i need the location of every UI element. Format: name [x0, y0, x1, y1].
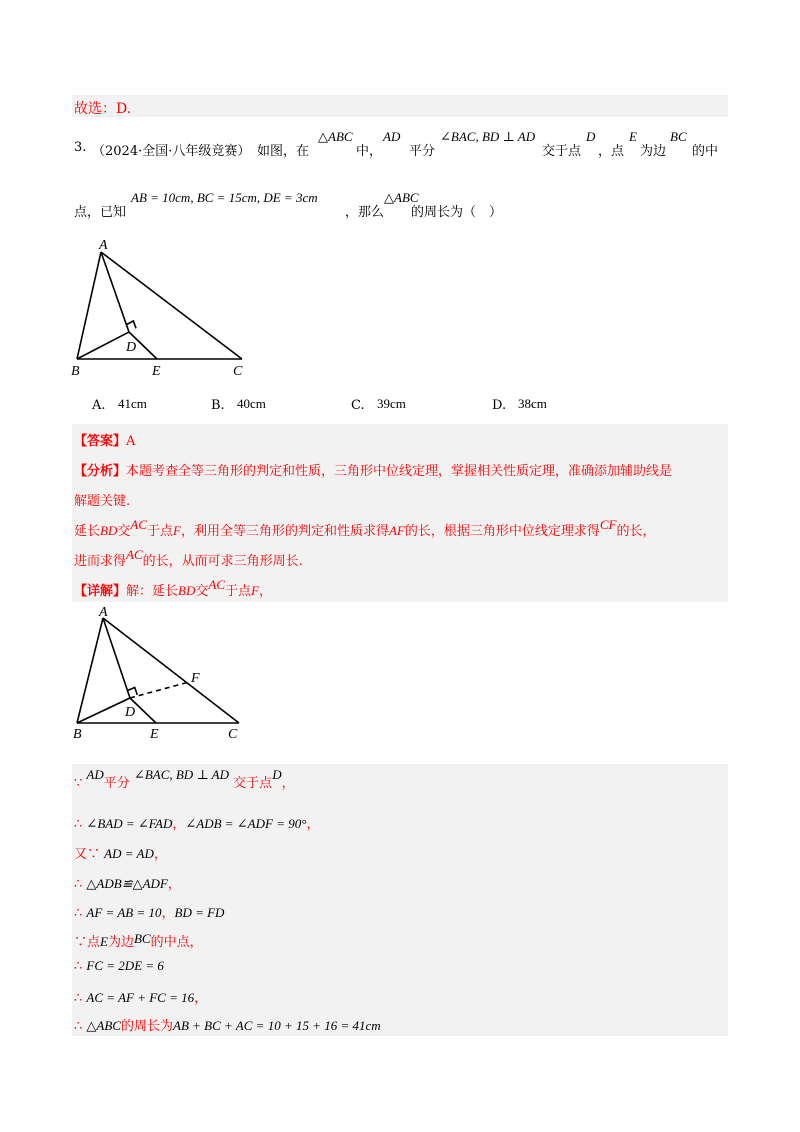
step1-ad: AD [86, 767, 104, 782]
step3-expr: AD = AD [104, 846, 154, 861]
question-text1: 如图，在 [257, 144, 310, 159]
fig2-label-b: B [73, 727, 82, 742]
step2-end: ， [306, 817, 320, 832]
step9-text: 的周长为 [120, 1019, 173, 1034]
question-bac-bd: ∠BAC, BD ⊥ AD [440, 129, 536, 144]
question-e: E [629, 129, 637, 144]
analysis-l3-ac: AC [130, 517, 147, 532]
analysis-l3-c: 交 [117, 524, 131, 539]
step3-end: ， [153, 847, 167, 862]
step1-jiaoyudian: 交于点 [233, 776, 273, 791]
step6-end: 的中点， [150, 935, 203, 950]
option-c-key: C. [351, 398, 365, 413]
detail-intro-f: F [251, 583, 259, 598]
question-d: D [586, 129, 596, 144]
question-tri-abc2: △ABC [384, 190, 419, 205]
step1-expr: ∠BAC, BD ⊥ AD [133, 767, 230, 782]
step5-symbol: ∴ [74, 906, 83, 921]
analysis-l4-c: 的长，从而可求三角形周长. [142, 554, 303, 569]
step7-expr: FC = 2DE = 6 [86, 958, 164, 973]
conclusion-bar [72, 95, 728, 117]
option-d-key: D. [492, 398, 507, 413]
step-5 [74, 902, 224, 921]
fig2-label-a: A [99, 605, 108, 620]
option-b-value: 40cm [237, 396, 266, 411]
analysis-l3-f: F [173, 523, 181, 538]
analysis-l3-bd: BD [100, 523, 118, 538]
analysis-l3-i: 的长，根据三角形中位线定理求得 [404, 524, 600, 539]
fig1-label-d: D [126, 340, 137, 355]
option-a-value: 41cm [118, 396, 147, 411]
step9-tri: △ABC [86, 1018, 121, 1033]
step8-expr: AC = AF + FC = 16 [86, 990, 195, 1005]
step6-weibian: 为边 [107, 935, 134, 950]
fig2-label-d: D [125, 705, 136, 720]
question-dezhong: 的中 [692, 144, 719, 159]
step3-symbol: 又∵ [74, 847, 101, 862]
detail-intro-c: 交 [195, 584, 209, 599]
question-namo: ，那么 [345, 205, 385, 220]
analysis-l4-ac: AC [126, 547, 143, 562]
fig1-segment-bd [77, 332, 129, 359]
step1-symbol: ∵ [74, 776, 83, 791]
step5-expr2: BD = FD [174, 905, 225, 920]
step8-end: ， [194, 991, 208, 1006]
figure1-triangle [60, 232, 260, 382]
step6-e: E [100, 934, 108, 949]
figure2-triangle [72, 604, 242, 744]
fig1-label-c: C [233, 364, 243, 379]
step1-end: ， [281, 776, 295, 791]
step6-symbol: ∵点 [74, 935, 101, 950]
step-9 [74, 1015, 381, 1034]
step2-expr1: ∠BAD = ∠FAD [86, 816, 173, 831]
analysis-l3-a: 延长 [74, 524, 101, 539]
option-d-value: 38cm [518, 396, 547, 411]
fig2-label-f: F [191, 671, 200, 686]
option-a-key: A. [92, 398, 106, 413]
option-c-value: 39cm [377, 396, 406, 411]
fig2-label-c: C [228, 727, 238, 742]
detail-intro [74, 577, 272, 599]
analysis-l3-cf: CF [599, 517, 617, 532]
analysis-text1: 本题考查全等三角形的判定和性质，三角形中位线定理，掌握相关性质定理，准确添加辅助线是 [126, 464, 673, 479]
step5-expr1: AF = AB = 10 [86, 905, 162, 920]
step-1 [74, 767, 295, 791]
analysis-l3-e: 于点 [147, 524, 174, 539]
question-comma-dian: ，点 [598, 144, 625, 159]
step2-sep: ， [172, 817, 186, 832]
step2-expr2: ∠ADB = ∠ADF = 90° [185, 816, 307, 831]
step9-symbol: ∴ [74, 1019, 83, 1034]
answer-value: A [126, 434, 136, 449]
step8-symbol: ∴ [74, 991, 83, 1006]
analysis-line2: 解题关键. [74, 494, 131, 509]
step9-expr: AB + BC + AC = 10 + 15 + 16 = 41cm [173, 1018, 381, 1033]
analysis-label: 【分析】 [74, 464, 127, 479]
step1-pingfen: 平分 [103, 776, 130, 791]
solution-block-1 [72, 424, 728, 602]
analysis-l3-g: ，利用全等三角形的判定和性质求得 [180, 524, 389, 539]
question-given: AB = 10cm, BC = 15cm, DE = 3cm [131, 190, 318, 205]
fig1-label-b: B [71, 364, 80, 379]
step-8 [74, 987, 207, 1006]
step5-sep: ， [161, 906, 175, 921]
question-number: 3. [74, 140, 87, 155]
step-4 [74, 873, 181, 892]
detail-label: 【详解】 [74, 584, 127, 599]
fig1-side-ab [77, 252, 101, 359]
step6-bc: BC [133, 931, 151, 946]
step2-symbol: ∴ [74, 817, 83, 832]
answer-line [74, 430, 135, 449]
question-pingfen: 平分 [409, 144, 436, 159]
step4-symbol: ∴ [74, 877, 83, 892]
question-tri-abc: △ABC [318, 129, 353, 144]
question-weibian: 为边 [640, 144, 667, 159]
fig1-segment-ad [101, 252, 129, 332]
fig1-side-ac [101, 252, 242, 359]
analysis-line1 [74, 460, 672, 479]
detail-intro-g: ， [258, 584, 272, 599]
step1-d: D [272, 767, 282, 782]
option-b-key: B. [211, 398, 225, 413]
analysis-l3-af: AF [388, 523, 405, 538]
step-7 [74, 958, 164, 974]
step-3 [74, 843, 167, 862]
analysis-line4 [74, 547, 303, 569]
fig1-label-e: E [152, 364, 161, 379]
step-2 [74, 813, 319, 832]
step7-symbol: ∴ [74, 959, 83, 974]
fig1-label-a: A [99, 238, 108, 253]
detail-intro-e: 于点 [225, 584, 252, 599]
question-ad: AD [383, 129, 401, 144]
question-perimeter: 的周长为（ ） [411, 205, 503, 220]
conclusion-text: 故选：D. [74, 101, 132, 117]
answer-label: 【答案】 [74, 434, 127, 449]
question-bc: BC [670, 129, 687, 144]
step-6 [74, 931, 203, 950]
question-line2-start: 点，已知 [74, 205, 127, 220]
analysis-l3-k: 的长， [616, 524, 656, 539]
question-zhong: 中， [356, 144, 383, 159]
analysis-l4-a: 进而求得 [74, 554, 127, 569]
detail-intro-ac: AC [208, 577, 226, 592]
step4-expr: △ADB≌△ADF [86, 876, 168, 891]
analysis-line3 [74, 517, 656, 539]
question-source: （2024·全国·八年级竞赛） [92, 144, 251, 159]
step4-end: ， [167, 877, 181, 892]
detail-intro-a: 解：延长 [126, 584, 179, 599]
question-jiaoyudian: 交于点 [542, 144, 582, 159]
detail-intro-bd: BD [178, 583, 196, 598]
fig2-label-e: E [150, 727, 159, 742]
